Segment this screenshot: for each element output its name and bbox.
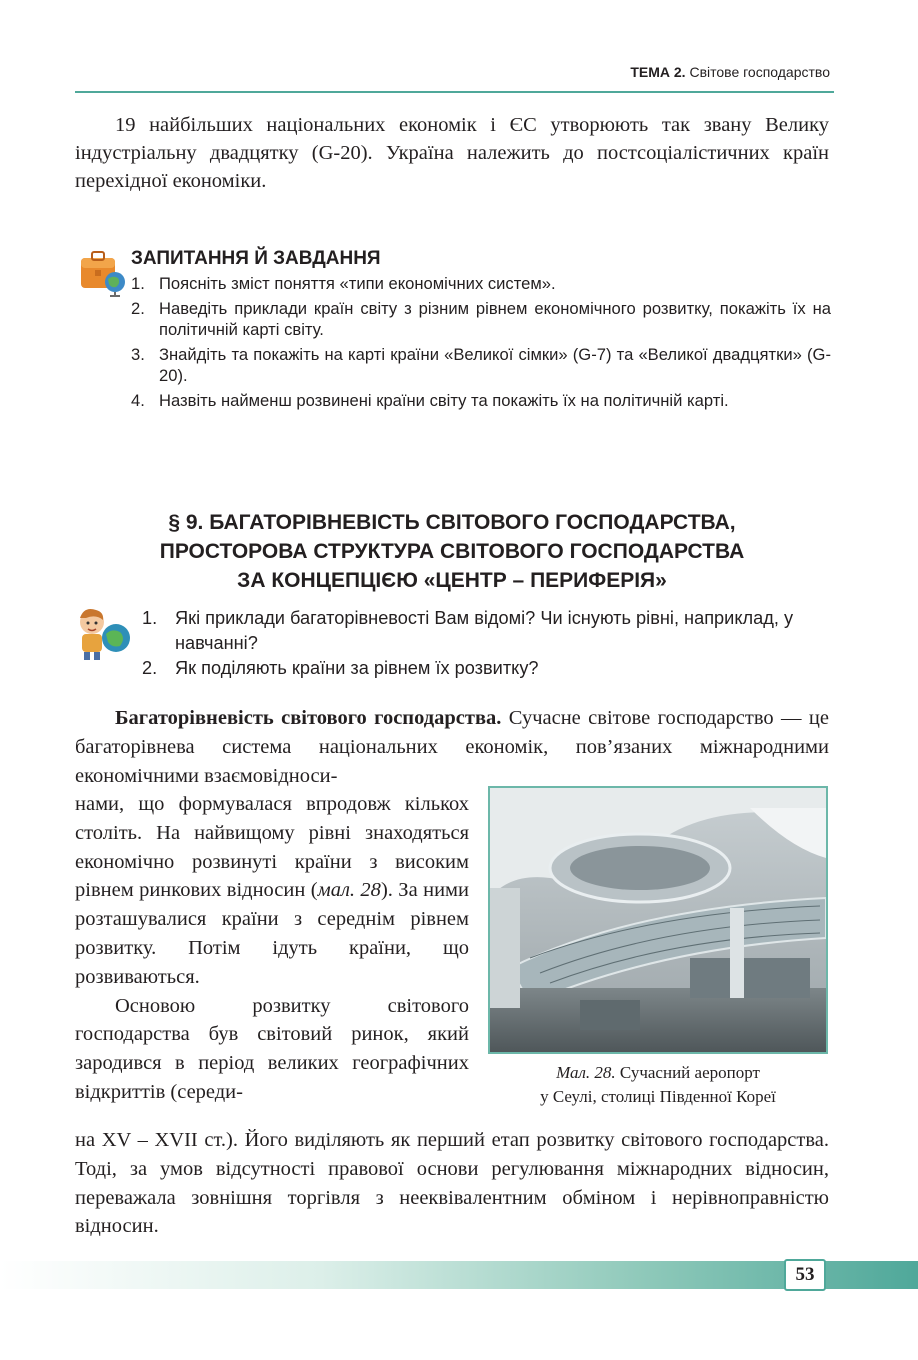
paragraph-heading: Багаторівневість світового господарства.	[115, 707, 502, 729]
airport-photo	[488, 786, 828, 1054]
figure-caption	[488, 1061, 828, 1109]
figure-label: Мал. 28.	[556, 1063, 616, 1082]
body-paragraph-1-narrow	[75, 790, 469, 1107]
paragraph-text: Основою розвитку світового господарства був світовий ринок, який зародився в період великих географічних відкриттів (середи-	[75, 994, 469, 1103]
section-title-line: § 9. БАГАТОРІВНЕВІСТЬ СВІТОВОГО ГОСПОДАРСТВА,	[168, 511, 736, 534]
item-text: Які приклади багаторівневості Вам відомі? Чи існують рівні, наприклад, у навчанні?	[175, 608, 794, 653]
briefcase-globe-icon	[75, 246, 127, 298]
page-number: 53	[784, 1259, 826, 1291]
topic-label: ТЕМА 2.	[630, 64, 686, 80]
figure-reference: мал. 28	[317, 879, 381, 902]
paragraph-text: Сучасне світове господарство — це багаторівнева система національних економік, пов’язаних міжнародними економічними взаємовідноси-	[75, 707, 829, 787]
questions-heading: ЗАПИТАННЯ Й ЗАВДАННЯ	[131, 248, 381, 269]
header-rule	[75, 91, 834, 93]
item-number: 1.	[142, 608, 158, 628]
list-item	[131, 390, 831, 412]
section-title-line: ЗА КОНЦЕПЦІЄЮ «ЦЕНТР – ПЕРИФЕРІЯ»	[237, 569, 667, 592]
intro-questions-list	[142, 606, 832, 681]
body-paragraph-2-bottom	[75, 1126, 829, 1241]
item-number: 3.	[131, 344, 145, 364]
item-number: 2.	[142, 658, 158, 678]
item-text: Назвіть найменш розвинені країни світу та покажіть їх на політичній карті.	[159, 390, 729, 410]
item-text: Знайдіть та покажіть на карті країни «Великої сімки» (G-7) та «Великої двадцятки» (G-20).	[159, 344, 831, 385]
list-item	[131, 298, 831, 341]
topic-title: Світове господарство	[685, 64, 830, 80]
footer-band	[0, 1261, 918, 1289]
item-number: 2.	[131, 298, 145, 318]
item-number: 1.	[131, 274, 145, 293]
item-text: Поясніть зміст поняття «типи економічних систем».	[159, 274, 556, 293]
section-title-line: ПРОСТОРОВА СТРУКТУРА СВІТОВОГО ГОСПОДАРСТВА	[159, 540, 745, 563]
paragraph-text: на XV – XVII ст.). Його виділяють як перший етап розвитку світового господарства. Тоді, за умов відсутності правової основи регулювання міжнародних відносин, переважала зовнішня торгівля з нееквівалентним обміном і нерівноправністю відносин.	[75, 1129, 829, 1238]
list-item	[142, 656, 832, 681]
item-text: Як поділяють країни за рівнем їх розвитку?	[175, 658, 539, 678]
boy-with-globe-icon	[72, 604, 132, 662]
airport-interior-illustration	[490, 788, 826, 1052]
list-item	[131, 273, 831, 295]
paragraph-text: ). За ними розташувалися країни з середнім рівнем розвитку. Потім ідуть країни, що розвиваються.	[75, 879, 469, 988]
top-paragraph: 19 найбільших національних економік і ЄС утворюють так звану Велику індустріальну двадцятку (G-20). Україна належить до постсоціалістичних країн перехідної економіки.	[75, 114, 829, 192]
list-item	[142, 606, 832, 656]
figure-28	[488, 786, 828, 1109]
top-paragraph-block	[75, 111, 829, 195]
caption-text: Сучасний аеропорт	[615, 1063, 760, 1082]
body-paragraph-1-top	[75, 704, 829, 790]
list-item	[131, 344, 831, 387]
section-title	[75, 508, 829, 595]
item-text: Наведіть приклади країн світу з різним рівнем економічного розвитку, покажіть їх на політичній карті світу.	[159, 298, 831, 339]
caption-text: у Сеулі, столиці Південної Кореї	[540, 1087, 776, 1106]
item-number: 4.	[131, 390, 145, 410]
questions-list	[131, 273, 831, 414]
running-header	[630, 64, 830, 80]
paragraph-text: нами, що формувалася впродовж кількох століть. На найвищому рівні знаходяться економічно розвинуті країни з високим рівнем ринкових відносин (	[75, 793, 469, 902]
